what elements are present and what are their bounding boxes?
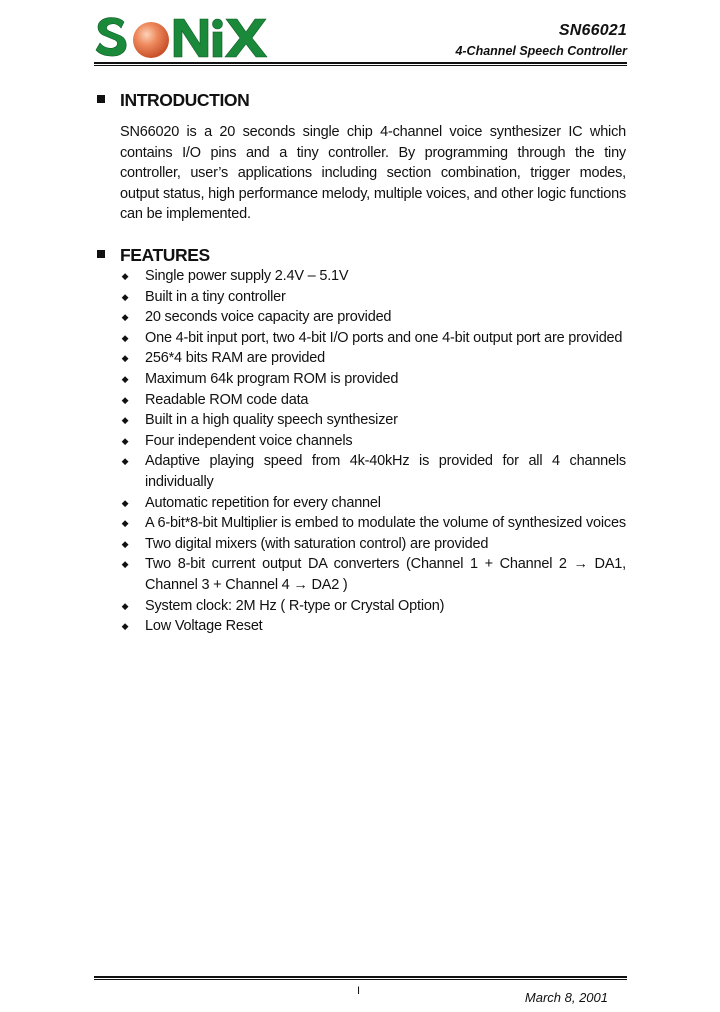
introduction-body: SN66020 is a 20 seconds single chip 4-channel voice synthesizer IC which contains I/O pins and a tiny controller. By programming through the tiny controller, user’s applications including section combination, trigger modes, output status, high performance melody, multiple voices, and other logic functions can be implemented. — [120, 124, 626, 223]
diamond-bullet-icon: ◆ — [121, 415, 129, 426]
list-item — [120, 616, 626, 637]
list-item — [120, 554, 626, 595]
introduction-heading — [97, 90, 249, 110]
diamond-bullet-icon: ◆ — [121, 518, 129, 529]
document-date: March 8, 2001 — [524, 990, 608, 1005]
list-item — [120, 307, 626, 328]
feature-text: Built in a high quality speech synthesizer — [145, 412, 398, 429]
list-item — [120, 451, 626, 492]
list-item — [120, 287, 626, 308]
list-item — [120, 348, 626, 369]
document-subtitle: 4-Channel Speech Controller — [455, 44, 627, 58]
diamond-bullet-icon: ◆ — [121, 271, 129, 281]
diamond-bullet-icon: ◆ — [121, 456, 129, 467]
list-item — [120, 369, 626, 390]
feature-text: A 6-bit*8-bit Multiplier is embed to modulate the volume of synthesized voices — [145, 515, 626, 532]
feature-text: Adaptive playing speed from 4k-40kHz is provided for all 4 channels individually — [145, 453, 626, 490]
diamond-bullet-icon: ◆ — [121, 538, 129, 549]
feature-text: Two digital mixers (with saturation control) are provided — [145, 535, 489, 552]
diamond-bullet-icon: ◆ — [121, 621, 129, 632]
diamond-bullet-icon: ◆ — [121, 332, 129, 343]
features-list — [120, 266, 626, 637]
list-item — [120, 266, 626, 287]
diamond-bullet-icon: ◆ — [121, 291, 129, 302]
list-item — [120, 596, 626, 617]
square-bullet-icon — [97, 95, 105, 103]
feature-text: Maximum 64k program ROM is provided — [145, 370, 399, 387]
square-bullet-icon — [97, 250, 105, 258]
diamond-bullet-icon: ◆ — [121, 600, 129, 611]
document-id: SN66021 — [558, 22, 627, 39]
footer-rule — [94, 976, 627, 980]
feature-text: Low Voltage Reset — [145, 618, 263, 635]
diamond-bullet-icon: ◆ — [121, 559, 129, 570]
diamond-bullet-icon: ◆ — [121, 353, 129, 364]
feature-text: One 4-bit input port, two 4-bit I/O ports and one 4-bit output port are provided — [145, 329, 623, 346]
features-heading — [97, 245, 210, 265]
diamond-bullet-icon: ◆ — [121, 435, 129, 446]
list-item — [120, 390, 626, 411]
logo-sphere — [133, 22, 169, 58]
diamond-bullet-icon: ◆ — [121, 312, 129, 323]
list-item — [120, 513, 626, 534]
feature-text: Two 8-bit current output DA converters (Channel 1 + Channel 2 → DA1, Channel 3 + Channel 4 → DA2 ) — [145, 556, 626, 593]
introduction-heading-text: INTRODUCTION — [120, 90, 250, 110]
page-number: I — [357, 985, 361, 997]
diamond-bullet-icon: ◆ — [121, 497, 129, 508]
feature-text: Single power supply 2.4V – 5.1V — [145, 268, 349, 284]
feature-text: Built in a tiny controller — [145, 288, 286, 305]
list-item — [120, 534, 626, 555]
list-item — [120, 328, 626, 349]
feature-text: Four independent voice channels — [145, 432, 353, 449]
diamond-bullet-icon: ◆ — [121, 373, 129, 384]
feature-text: Readable ROM code data — [145, 391, 309, 408]
diamond-bullet-icon: ◆ — [121, 394, 129, 405]
feature-text: System clock: 2M Hz ( R-type or Crystal Option) — [145, 597, 445, 614]
feature-text: 20 seconds voice capacity are provided — [145, 309, 392, 326]
list-item — [120, 431, 626, 452]
feature-text: 256*4 bits RAM are provided — [145, 350, 325, 367]
list-item — [120, 410, 626, 431]
header-rule — [94, 62, 627, 66]
feature-text: Automatic repetition for every channel — [145, 494, 381, 511]
sonix-logo — [94, 14, 269, 62]
features-heading-text: FEATURES — [120, 245, 210, 265]
list-item — [120, 493, 626, 514]
